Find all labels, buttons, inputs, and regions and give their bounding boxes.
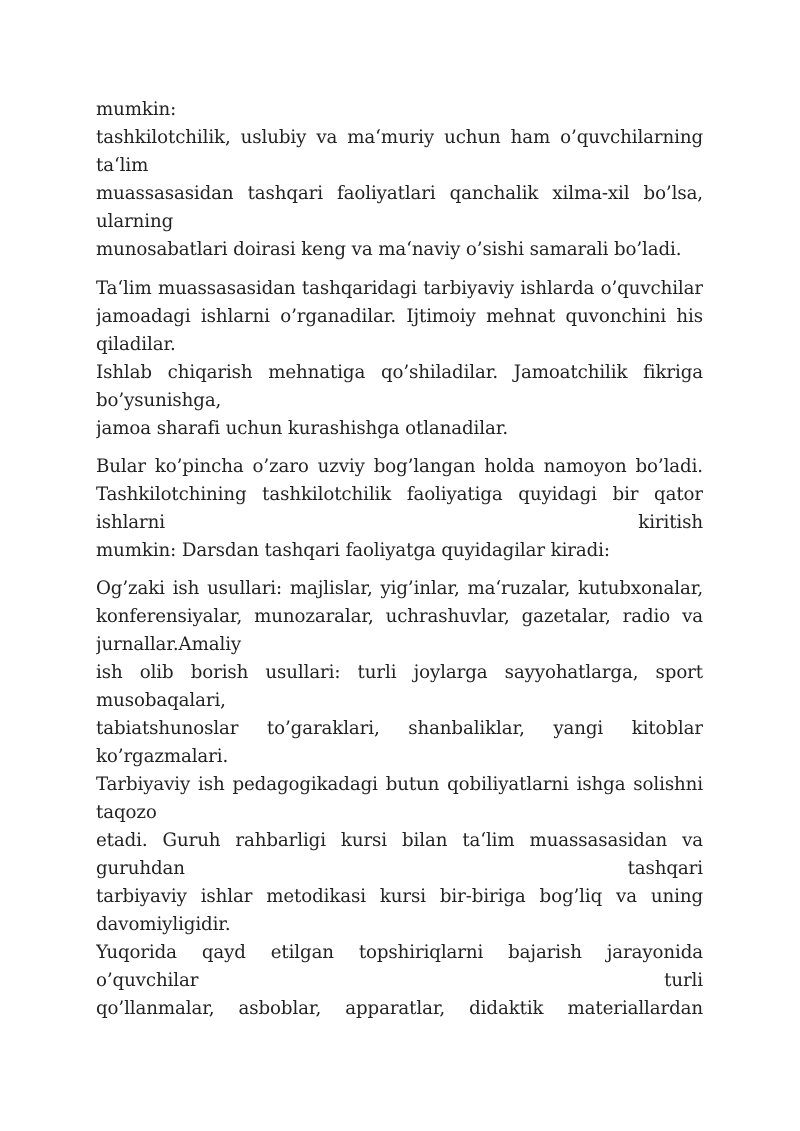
text-line: tashkilotchilik, uslubiy va ma‘muriy uchun ham o’quvchilarning — [96, 127, 703, 148]
text-line: guruhdan tashqari — [96, 858, 703, 879]
text-line: jamoadagi ishlarni o’rganadilar. Ijtimoiy mehnat quvonchini his — [96, 306, 703, 327]
text-line: musobaqalari, — [96, 690, 226, 711]
text-line: munosabatlari doirasi keng va ma‘naviy o’sishi samarali bo’ladi. — [96, 239, 682, 260]
text-line: mumkin: — [96, 99, 177, 120]
text-line: Yuqorida qayd etilgan topshiriqlarni bajarish jarayonida — [96, 942, 703, 963]
text-line: ish olib borish usullari: turli joylarga sayyohatlarga, sport — [96, 662, 703, 683]
text-line: bo’ysunishga, — [96, 390, 222, 411]
text-line: qiladilar. — [96, 334, 176, 355]
text-line: jurnallar.Amaliy — [96, 634, 242, 655]
text-line: davomiyligidir. — [96, 914, 231, 935]
text-line: Tashkilotchining tashkilotchilik faoliyatiga quyidagi bir qator — [96, 484, 703, 505]
text-line: Ta‘lim muassasasidan tashqaridagi tarbiyaviy ishlarda o’quvchilar — [96, 278, 703, 299]
text-line: konferensiyalar, munozaralar, uchrashuvlar, gazetalar, radio va — [96, 606, 703, 627]
text-line: ta‘lim — [96, 155, 149, 176]
text-line: qo’llanmalar, asboblar, apparatlar, didaktik materiallardan — [96, 998, 703, 1019]
text-line: tarbiyaviy ishlar metodikasi kursi bir-biriga bog’liq va uning — [96, 886, 703, 907]
text-line: ishlarni kiritish — [96, 512, 703, 533]
text-line: muassasasidan tashqari faoliyatlari qanchalik xilma-xil bo’lsa, — [96, 183, 703, 204]
text-line: Tarbiyaviy ish pedagogikadagi butun qobiliyatlarni ishga solishni — [96, 774, 703, 795]
text-line: mumkin: Darsdan tashqari faoliyatga quyidagilar kiradi: — [96, 540, 610, 561]
text-line: ularning — [96, 211, 174, 232]
text-line: tabiatshunoslar to’garaklari, shanbaliklar, yangi kitoblar — [96, 718, 703, 739]
text-line: o’quvchilar turli — [96, 970, 703, 991]
text-line: ko’rgazmalari. — [96, 746, 229, 767]
text-line: taqozo — [96, 802, 157, 823]
text-line: Bular ko’pincha o’zaro uzviy bog’langan holda namoyon bo’ladi. — [96, 456, 703, 477]
text-line: jamoa sharafi uchun kurashishga otlanadilar. — [96, 418, 509, 439]
text-line: etadi. Guruh rahbarligi kursi bilan ta‘lim muassasasidan va — [96, 830, 703, 851]
text-line: Ishlab chiqarish mehnatiga qo’shiladilar. Jamoatchilik fikriga — [96, 362, 703, 383]
text-line: Og’zaki ish usullari: majlislar, yig’inlar, ma‘ruzalar, kutubxonalar, — [96, 578, 703, 599]
